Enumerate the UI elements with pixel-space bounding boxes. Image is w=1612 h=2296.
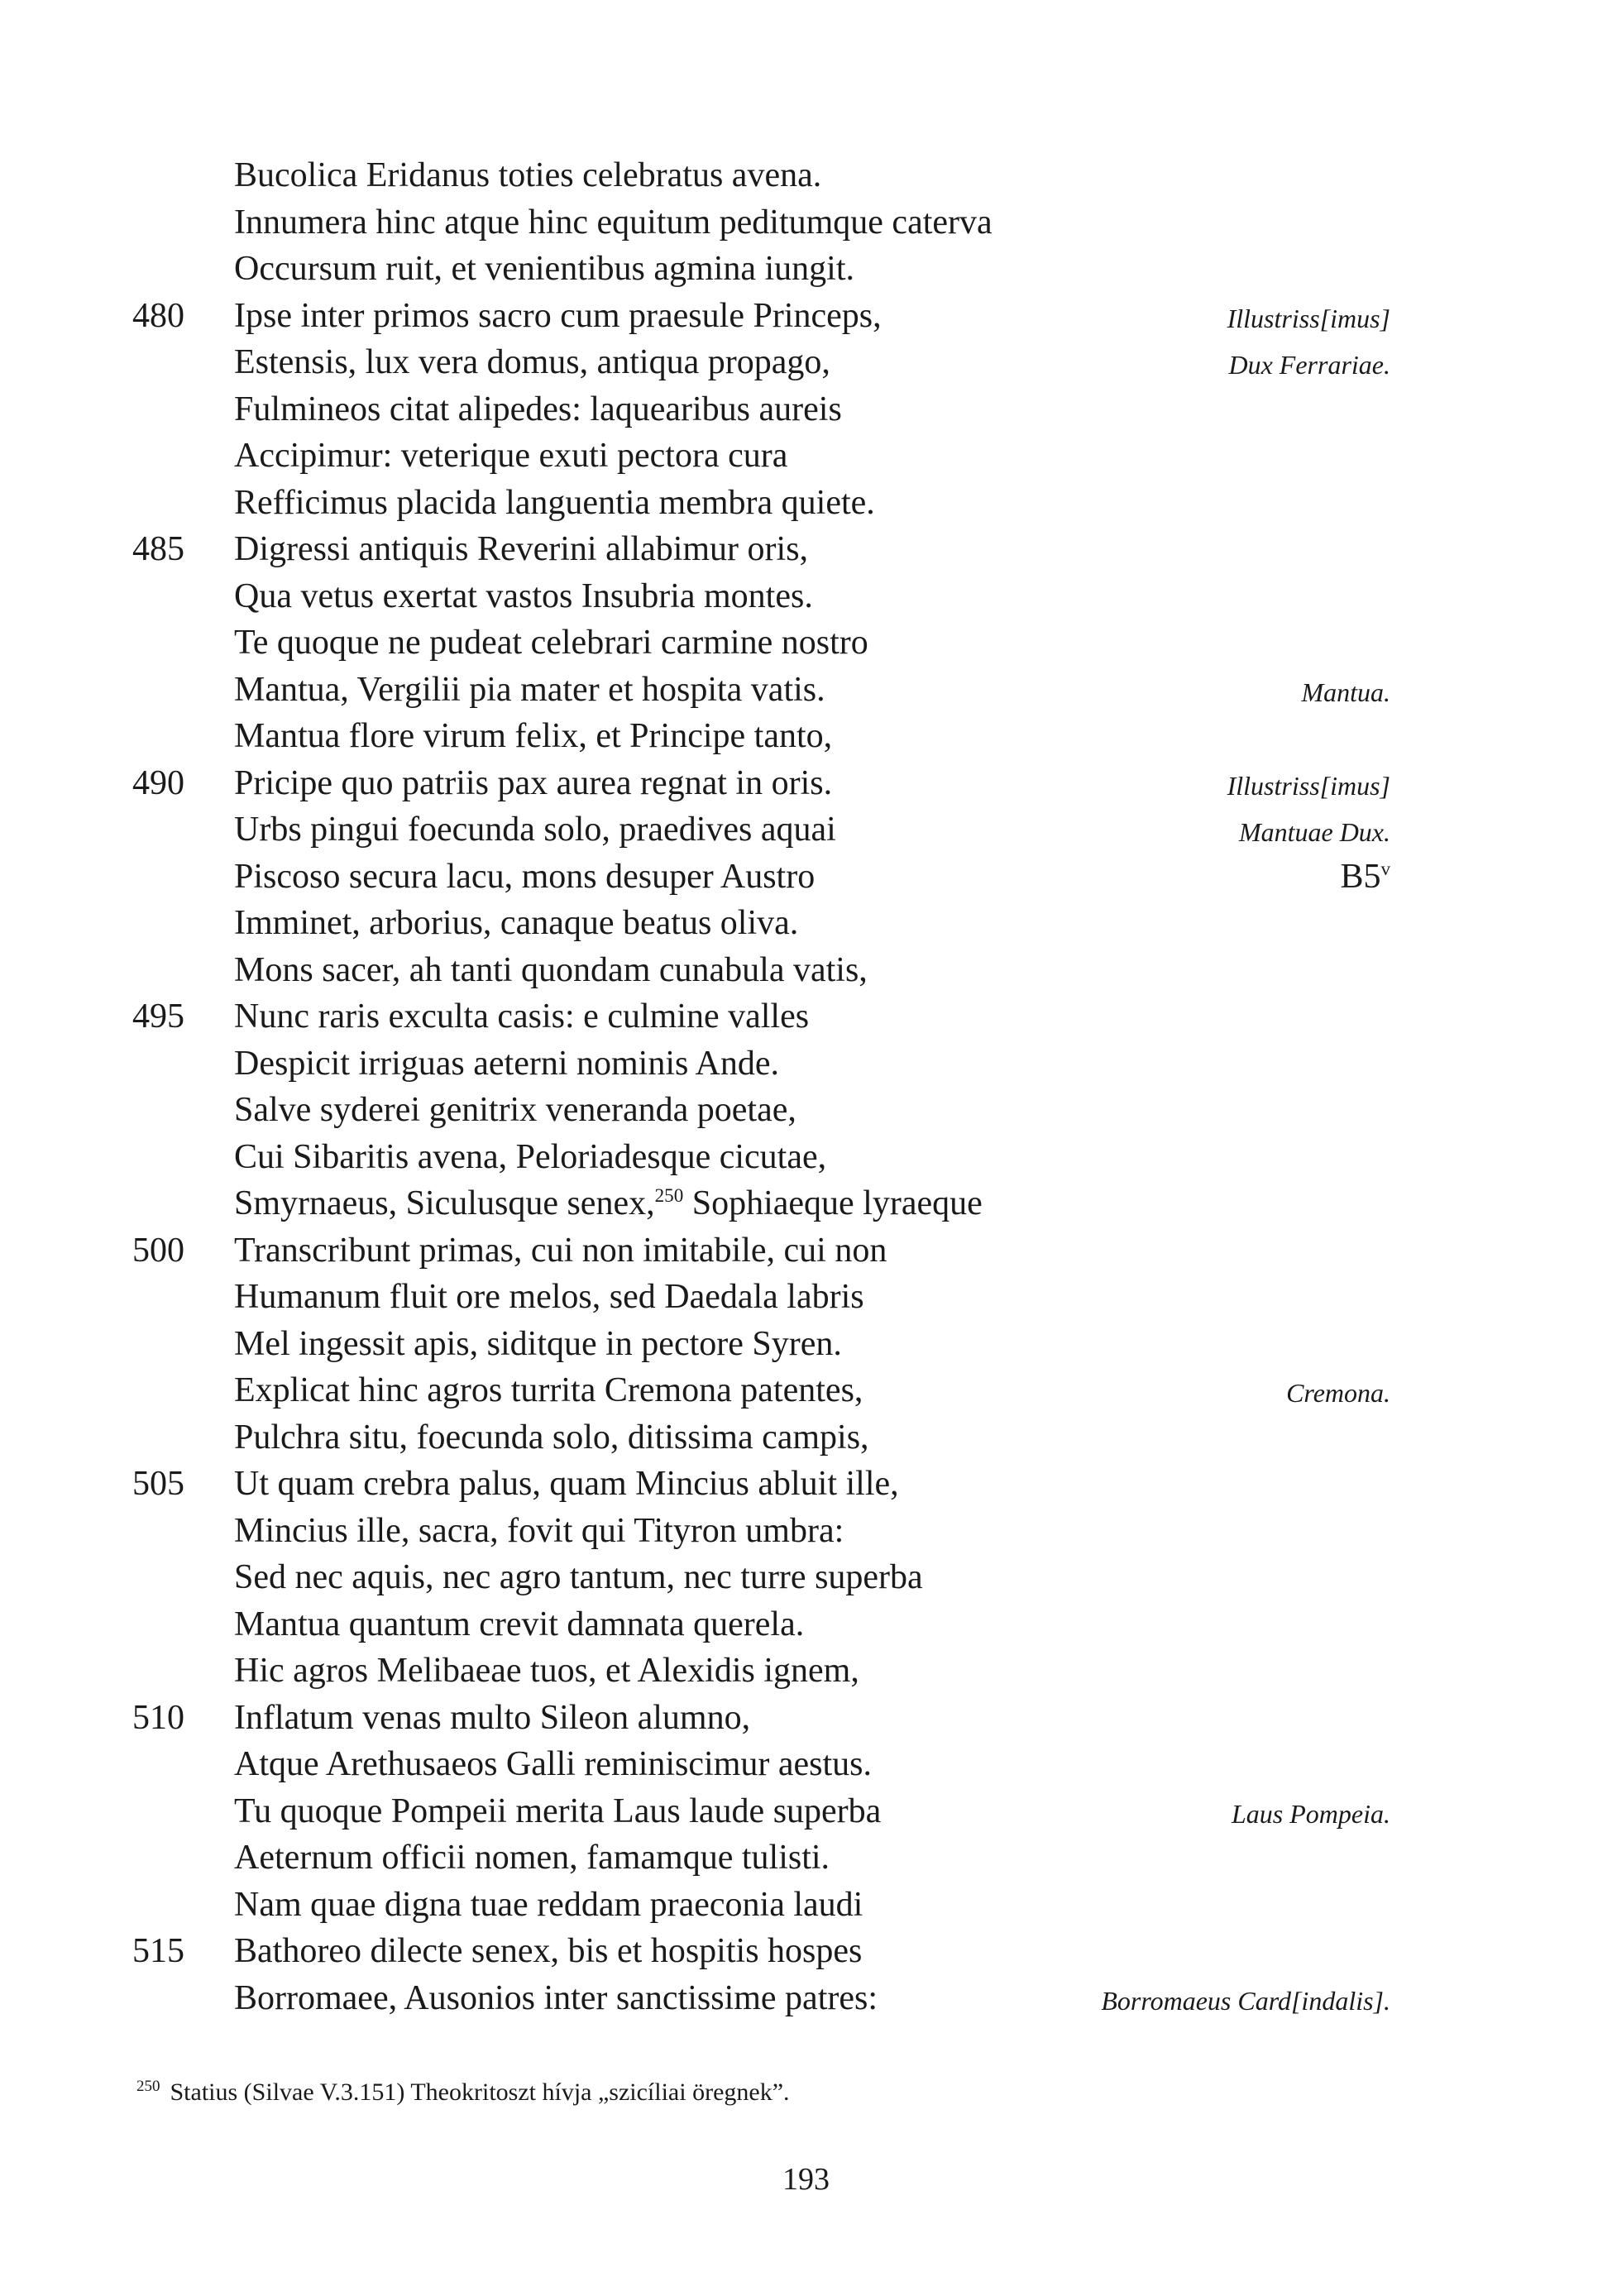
line-number: 485 [132, 530, 184, 568]
verse-line [0, 1834, 1612, 1882]
signature-mark [1340, 854, 1390, 900]
margin-note: Illustriss[imus] [1227, 770, 1390, 801]
margin-note: Mantua. [1301, 677, 1390, 707]
verse-text: Inflatum venas multo Sileon alumno, [234, 1698, 751, 1737]
verse-text: Mantua quantum crevit damnata querela. [234, 1605, 805, 1643]
verse-line [0, 573, 1612, 620]
verse-line [0, 1367, 1612, 1414]
verse-text: Aeternum officii nomen, famamque tulisti. [234, 1839, 830, 1877]
verse-text: Nunc raris exculta casis: e culmine valles [234, 997, 810, 1036]
verse-line [0, 526, 1612, 573]
verse-text: Sed nec aquis, nec agro tantum, nec turre superba [234, 1558, 923, 1596]
verse-line [0, 619, 1612, 667]
verse-line [0, 199, 1612, 246]
verse-text: Qua vetus exertat vastos Insubria montes. [234, 576, 813, 615]
verse-line [0, 1601, 1612, 1648]
line-number: 495 [132, 997, 184, 1036]
verse-text: Estensis, lux vera domus, antiqua propago, [234, 343, 830, 381]
margin-note: Dux Ferrariae. [1228, 350, 1390, 380]
verse-line [0, 1508, 1612, 1555]
verse-text: Bathoreo dilecte senex, bis et hospitis hospes [234, 1932, 863, 1970]
line-number: 510 [132, 1698, 184, 1737]
verse-text: Humanum fluit ore melos, sed Daedala labris [234, 1278, 864, 1316]
margin-note: Illustriss[imus] [1227, 303, 1390, 333]
footnote [136, 2070, 790, 2109]
verse-line [0, 947, 1612, 994]
verse-line [0, 900, 1612, 947]
footnote-number: 250 [136, 2078, 160, 2095]
verse-text: Ut quam crebra palus, quam Mincius abluit ille, [234, 1465, 899, 1503]
verse-line [0, 1788, 1612, 1835]
verse-line [0, 1274, 1612, 1321]
verse-line [0, 667, 1612, 714]
verse-line [0, 854, 1612, 901]
verse-text: Cui Sibaritis avena, Peloriadesque cicutae, [234, 1137, 827, 1176]
verse-text: Borromaee, Ausonios inter sanctissime patres: [234, 1978, 878, 2017]
verse-text: Nam quae digna tuae reddam praeconia laudi [234, 1885, 863, 1924]
verse-text: Ipse inter primos sacro cum praesule Princeps, [234, 296, 882, 335]
verse-text: Accipimur: veterique exuti pectora cura [234, 437, 788, 475]
verse-line [0, 760, 1612, 807]
line-number: 490 [132, 763, 184, 802]
verse-text: Hic agros Melibaeae tuos, et Alexidis ignem, [234, 1652, 859, 1690]
verse-text: Mantua, Vergilii pia mater et hospita vatis. [234, 670, 825, 709]
verse-text: Tu quoque Pompeii merita Laus laude superba [234, 1791, 882, 1830]
verse-text: Fulmineos citat alipedes: laquearibus aureis [234, 390, 842, 428]
verse-line [0, 1648, 1612, 1695]
verse-line [0, 1928, 1612, 1975]
verse-line [0, 1180, 1612, 1227]
verse-text: Mantua flore virum felix, et Principe tanto, [234, 717, 833, 755]
verse-line [0, 1554, 1612, 1601]
verse-line [0, 713, 1612, 760]
verse-line [0, 1087, 1612, 1134]
margin-note: Borromaeus Card[indalis]. [1101, 1985, 1390, 2016]
margin-note: Mantuae Dux. [1238, 817, 1390, 847]
margin-note: Cremona. [1286, 1378, 1390, 1408]
verse-line [0, 1134, 1612, 1181]
verse-text: Imminet, arborius, canaque beatus oliva. [234, 904, 799, 942]
verse-line [0, 246, 1612, 293]
verse-line [0, 480, 1612, 527]
verse-line [0, 1040, 1612, 1088]
verse-text: Pulchra situ, foecunda solo, ditissima campis, [234, 1418, 869, 1457]
line-number: 505 [132, 1465, 184, 1503]
verse-line [0, 1695, 1612, 1742]
verse-line [0, 806, 1612, 854]
verse-line [0, 1321, 1612, 1368]
footnote-reference[interactable]: 250 [654, 1184, 684, 1206]
verse-line [0, 1461, 1612, 1508]
verse-text: Explicat hinc agros turrita Cremona patentes, [234, 1371, 863, 1409]
verse-block [0, 152, 1612, 2021]
line-number: 515 [132, 1932, 184, 1970]
verse-text: Mons sacer, ah tanti quondam cunabula vatis, [234, 950, 868, 989]
verse-text: Mel ingessit apis, siditque in pectore Syren. [234, 1324, 842, 1363]
verse-text: Mincius ille, sacra, fovit qui Tityron umbra: [234, 1511, 844, 1550]
signature-sup: v [1380, 857, 1390, 879]
verse-text: Pricipe quo patriis pax aurea regnat in oris. [234, 763, 833, 802]
verse-line [0, 433, 1612, 480]
verse-text-with-footnote [234, 1180, 983, 1227]
verse-text: Transcribunt primas, cui non imitabile, cui non [234, 1231, 887, 1270]
footnote-text: Statius (Silvae V.3.151) Theokritoszt hívja „szicíliai öregnek”. [170, 2078, 790, 2106]
verse-line [0, 152, 1612, 199]
verse-line [0, 1741, 1612, 1788]
verse-text: Bucolica Eridanus toties celebratus avena. [234, 156, 822, 194]
line-number: 480 [132, 296, 184, 335]
verse-line [0, 1882, 1612, 1929]
verse-text: Piscoso secura lacu, mons desuper Austro [234, 857, 816, 896]
verse-line [0, 1975, 1612, 2022]
margin-note: Laus Pompeia. [1232, 1798, 1390, 1829]
verse-line [0, 1414, 1612, 1461]
verse-text: Salve syderei genitrix veneranda poetae, [234, 1091, 796, 1129]
verse-text: Occursum ruit, et venientibus agmina iungit. [234, 250, 855, 288]
verse-text-before: Smyrnaeus, Siculusque senex, [234, 1184, 655, 1222]
verse-text-after: Sophiaeque lyraeque [683, 1184, 983, 1222]
verse-line [0, 1227, 1612, 1275]
verse-text: Atque Arethusaeos Galli reminiscimur aestus. [234, 1745, 872, 1783]
verse-text: Urbs pingui foecunda solo, praedives aquai [234, 811, 836, 849]
verse-line [0, 993, 1612, 1040]
verse-text: Despicit irriguas aeterni nominis Ande. [234, 1044, 780, 1083]
verse-line [0, 386, 1612, 433]
verse-text: Innumera hinc atque hinc equitum peditumque caterva [234, 203, 993, 242]
verse-line [0, 339, 1612, 386]
verse-text: Te quoque ne pudeat celebrari carmine nostro [234, 624, 868, 662]
verse-text: Refficimus placida languentia membra quiete. [234, 483, 875, 522]
verse-text: Digressi antiquis Reverini allabimur oris, [234, 530, 809, 568]
verse-line [0, 293, 1612, 340]
line-number: 500 [132, 1231, 184, 1270]
page-number: 193 [782, 2162, 830, 2197]
signature-base: B5 [1340, 857, 1381, 896]
